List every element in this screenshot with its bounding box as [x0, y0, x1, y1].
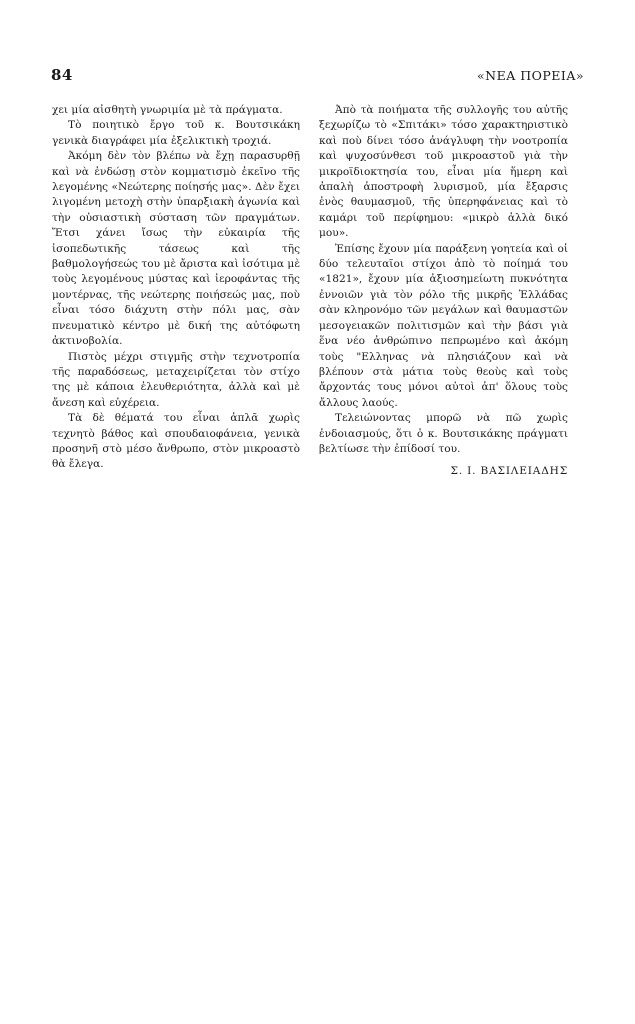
paragraph: Τελειώνοντας μπορῶ νὰ πῶ χωρὶς ἐνδοιασμούς, ὅτι ὁ κ. Βουτσικάκης πράγματι βελτίωσε τὴν ἐπίδοσί του.	[319, 412, 568, 455]
paragraph: χει μία αἰσθητὴ γνωριμία μὲ τὰ πράγματα.	[52, 104, 283, 116]
left-column	[52, 103, 300, 473]
paragraph: Ἀπὸ τὰ ποιήματα τῆς συλλογῆς του αὐτῆς ξεχωρίζω τὸ «Σπιτάκι» τόσο χαρακτηριστικὸ καὶ ποὺ δίνει τόσο ἀνάγλυφη τὴν νοοτροπία καὶ ψυχοσύνθεσι τοῦ μικροαστοῦ γιὰ τὴν μικροϊδιοκτησία του, εἶναι μία ἥμερη καὶ ἁπαλὴ ἀποστροφὴ λυρισμοῦ, μία ἔξαρσις ἑνὸς θαυμασμοῦ, τῆς ὑπερηφάνειας καὶ τὸ καμάρι τοῦ περίφημου: «μικρὸ ἀλλὰ δικό μου».	[319, 104, 568, 240]
paragraph: Πιστὸς μέχρι στιγμῆς στὴν τεχνοτροπία τῆς παραδόσεως, μεταχειρίζεται τὸν στίχο της μὲ κάποια ἐλευθεριότητα, ἀλλὰ καὶ μὲ ἄνεση καὶ εὐχέρεια.	[52, 350, 300, 409]
right-column	[319, 103, 568, 480]
author-signature: Σ. Ι. ΒΑΣΙΛΕΙΑΔΗΣ	[450, 465, 568, 478]
paragraph: Ἐπίσης ἔχουν μία παράξενη γοητεία καὶ οἱ δύο τελευταῖοι στίχοι ἀπὸ τὸ ποίημά του «1821», ἔχουν μία ἀξιοσημείωτη πυκνότητα ἐννοιῶν γιὰ τὸν ρόλο τῆς μικρῆς Ἑλλάδας σὰν κληρονόμο τῶν μεγάλων καὶ θαυμαστῶν μεσογειακῶν πολιτισμῶν καὶ τὴν βάσι γιὰ ἕνα νέο ἀνθρώπινο πεπρωμένο καὶ ἀκόμη τοὺς "Ελληνας νὰ πλησιάζουν καὶ νὰ βλέπουν στὰ μάτια τοὺς θεοὺς καὶ τοὺς ἄρχοντάς τους μόνοι αὐτοὶ ἀπ' ὅλους τοὺς ἄλλους λαούς.	[319, 242, 568, 409]
paragraph: Τὰ δὲ θέματά του εἶναι ἁπλᾶ χωρὶς τεχνητὸ βάθος καὶ σπουδαιοφάνεια, γενικὰ προσηνῆ στὸ μέσο ἄνθρωπο, στὸν μικροαστὸ θὰ ἔλεγα.	[52, 412, 300, 471]
running-head: «ΝΕΑ ΠΟΡΕΙΑ»	[476, 68, 584, 83]
paragraph: Ἀκόμη δὲν τὸν βλέπω νὰ ἔχῃ παρασυρθῇ καὶ νὰ ἐνδώσῃ στὸν κομματισμὸ ἐκεῖνο τῆς λεγομένης «Νεώτερης ποίησής μας». Δὲν ἔχει λιγομένη μετοχὴ στὴν ὑπαρξιακὴ ἀγωνία καὶ τὴν οὐσιαστικὴ σύσταση τῶν πραγμάτων. Ἔτσι χάνει ἴσως τὴν εὐκαιρία τῆς ἰσοπεδωτικῆς τάσεως καὶ τῆς βαθμολογήσεώς του μὲ ἄριστα καὶ ἰσότιμα μὲ τοὺς λεγομένους μύστας καὶ ἱεροφάντας τῆς μοντέρνας, τῆς νεώτερης ποιήσεώς μας, ποὺ εἶναι τόσο διάχυτη στὴν πόλι μας, σὰν πνευματικὸ κέντρο μὲ δική της αὐτόφωτη ἀκτινοβολία.	[52, 150, 300, 348]
paragraph: Τὸ ποιητικὸ ἔργο τοῦ κ. Βουτσικάκη γενικὰ διαγράφει μία ἐξελικτικὴ τροχιά.	[52, 119, 300, 147]
page-number: 84	[51, 66, 73, 84]
